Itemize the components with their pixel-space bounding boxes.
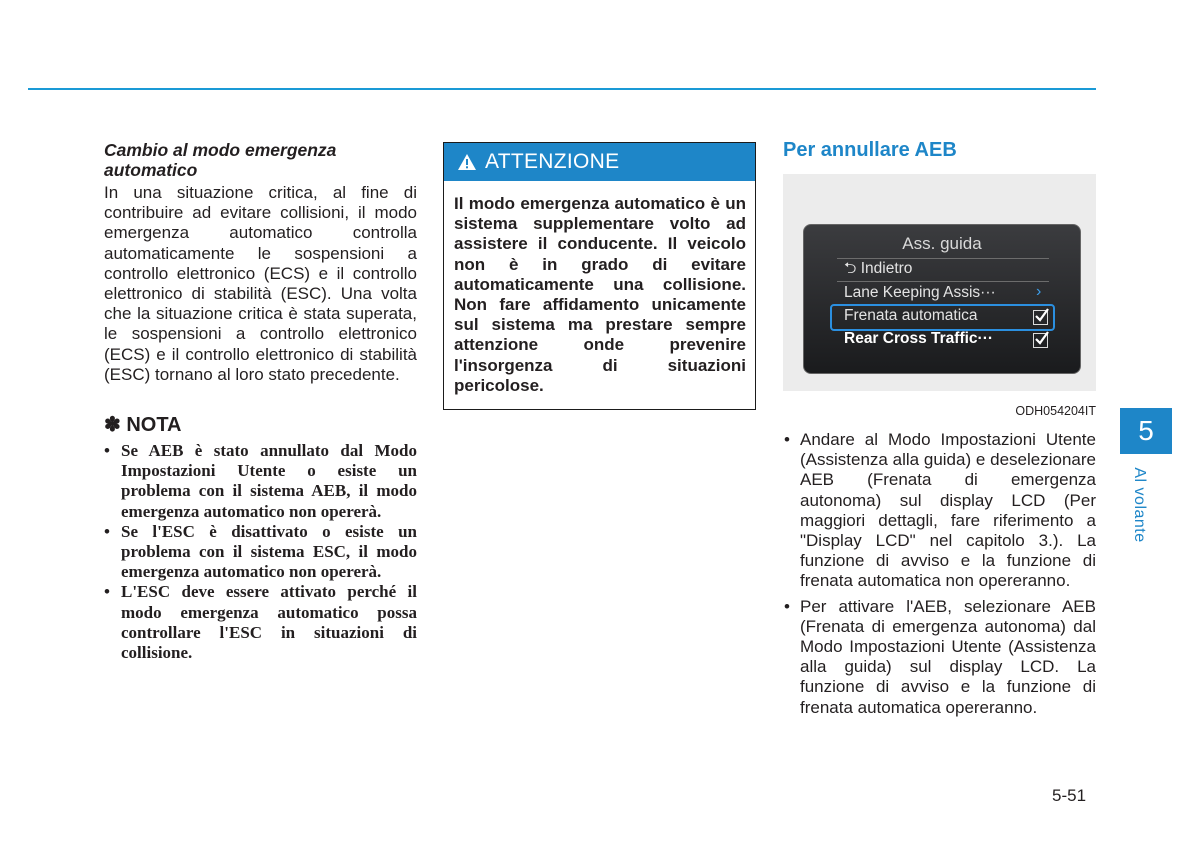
divider [837, 281, 1049, 282]
instruction-item: • Per attivare l'AEB, selezionare AEB (Frenata di emergenza autonoma) dal Modo Impostazioni Utente (Assistenza alla guida) sul display LCD. La funzione di avviso e la funzione di frenata automatica opereranno. [784, 596, 1096, 717]
warning-header [444, 143, 755, 181]
menu-item-rear-cross: Rear Cross Traffic··· [844, 330, 994, 347]
screen-title: Ass. guida [902, 234, 982, 253]
section-title: Per annullare AEB [783, 139, 957, 161]
checkbox-checked-icon [1033, 333, 1048, 348]
back-item: ⮌ Indietro [844, 260, 913, 277]
column-right [783, 138, 1096, 717]
instruction-list [783, 430, 1096, 718]
nota-item: • Se l'ESC è disattivato o esiste un problema con il sistema ESC, il modo emergenza automatico non opererà. [104, 521, 417, 582]
nota-item: • Se AEB è stato annullato dal Modo Impostazioni Utente o esiste un problema con il sistema AEB, il modo emergenza automatico non opererà. [104, 441, 417, 521]
warning-text: Il modo emergenza automatico è un sistema supplementare volto ad assistere il conducente. Il veicolo non è in grado di evitare automaticamente una collisione. Non fare affidamento unicamente sul sistema ma prestare sempre attenzione onde prevenire l'insorgenza di situazioni pericolose. [454, 194, 746, 395]
bullet-dot: • [104, 521, 110, 541]
bullet-dot: • [784, 596, 790, 616]
body-paragraph: In una situazione critica, al fine di contribuire ad evitare collisioni, il modo emergenza automatico controlla automaticamente le sospensioni a controllo elettronico (ECS) e il controllo elettronico di stabilità (ESC). Una volta che la situazione critica è stata superata, le sospensioni a controllo elettronico (ECS) e il controllo elettronico di stabilità (ESC) tornano al loro stato precedente. [104, 183, 417, 384]
warning-title: ATTENZIONE [485, 150, 620, 173]
warning-box [443, 142, 756, 410]
page-number: 5-51 [1052, 786, 1087, 805]
chevron-right-icon: › [1036, 283, 1042, 300]
lcd-illustration [783, 174, 1096, 391]
bullet-dot: • [784, 430, 790, 449]
section-subheading: Cambio al modo emergenza automatico [104, 140, 337, 180]
bullet-dot: • [104, 441, 110, 461]
instruction-item: • Andare al Modo Impostazioni Utente (Assistenza alla guida) e deselezionare AEB (Frenata di emergenza autonoma) sul display LCD (Per maggiori dettagli, fare riferimento a "Display LCD" nel capitolo 3.). La funzione di avviso e la funzione di frenata automatica non opereranno. [784, 430, 1096, 591]
menu-item-frenata: Frenata automatica [844, 307, 978, 324]
nota-list [104, 441, 417, 663]
bullet-dot: • [104, 582, 110, 602]
lcd-screen [803, 224, 1081, 374]
chapter-label: Al volante [1131, 467, 1148, 543]
chapter-tab: 5 [1120, 408, 1172, 454]
image-code: ODH054204IT [1015, 404, 1096, 418]
menu-item-lane-keeping: Lane Keeping Assis··· [844, 284, 996, 301]
header-rule [28, 88, 1096, 90]
checkbox-checked-icon [1033, 310, 1048, 325]
nota-title: ✽ NOTA [104, 414, 182, 437]
nota-item: • L'ESC deve essere attivato perché il modo emergenza automatico possa controllare l'ESC in situazioni di collisione. [104, 582, 417, 663]
column-left [104, 140, 417, 663]
warning-triangle-icon [457, 153, 477, 171]
